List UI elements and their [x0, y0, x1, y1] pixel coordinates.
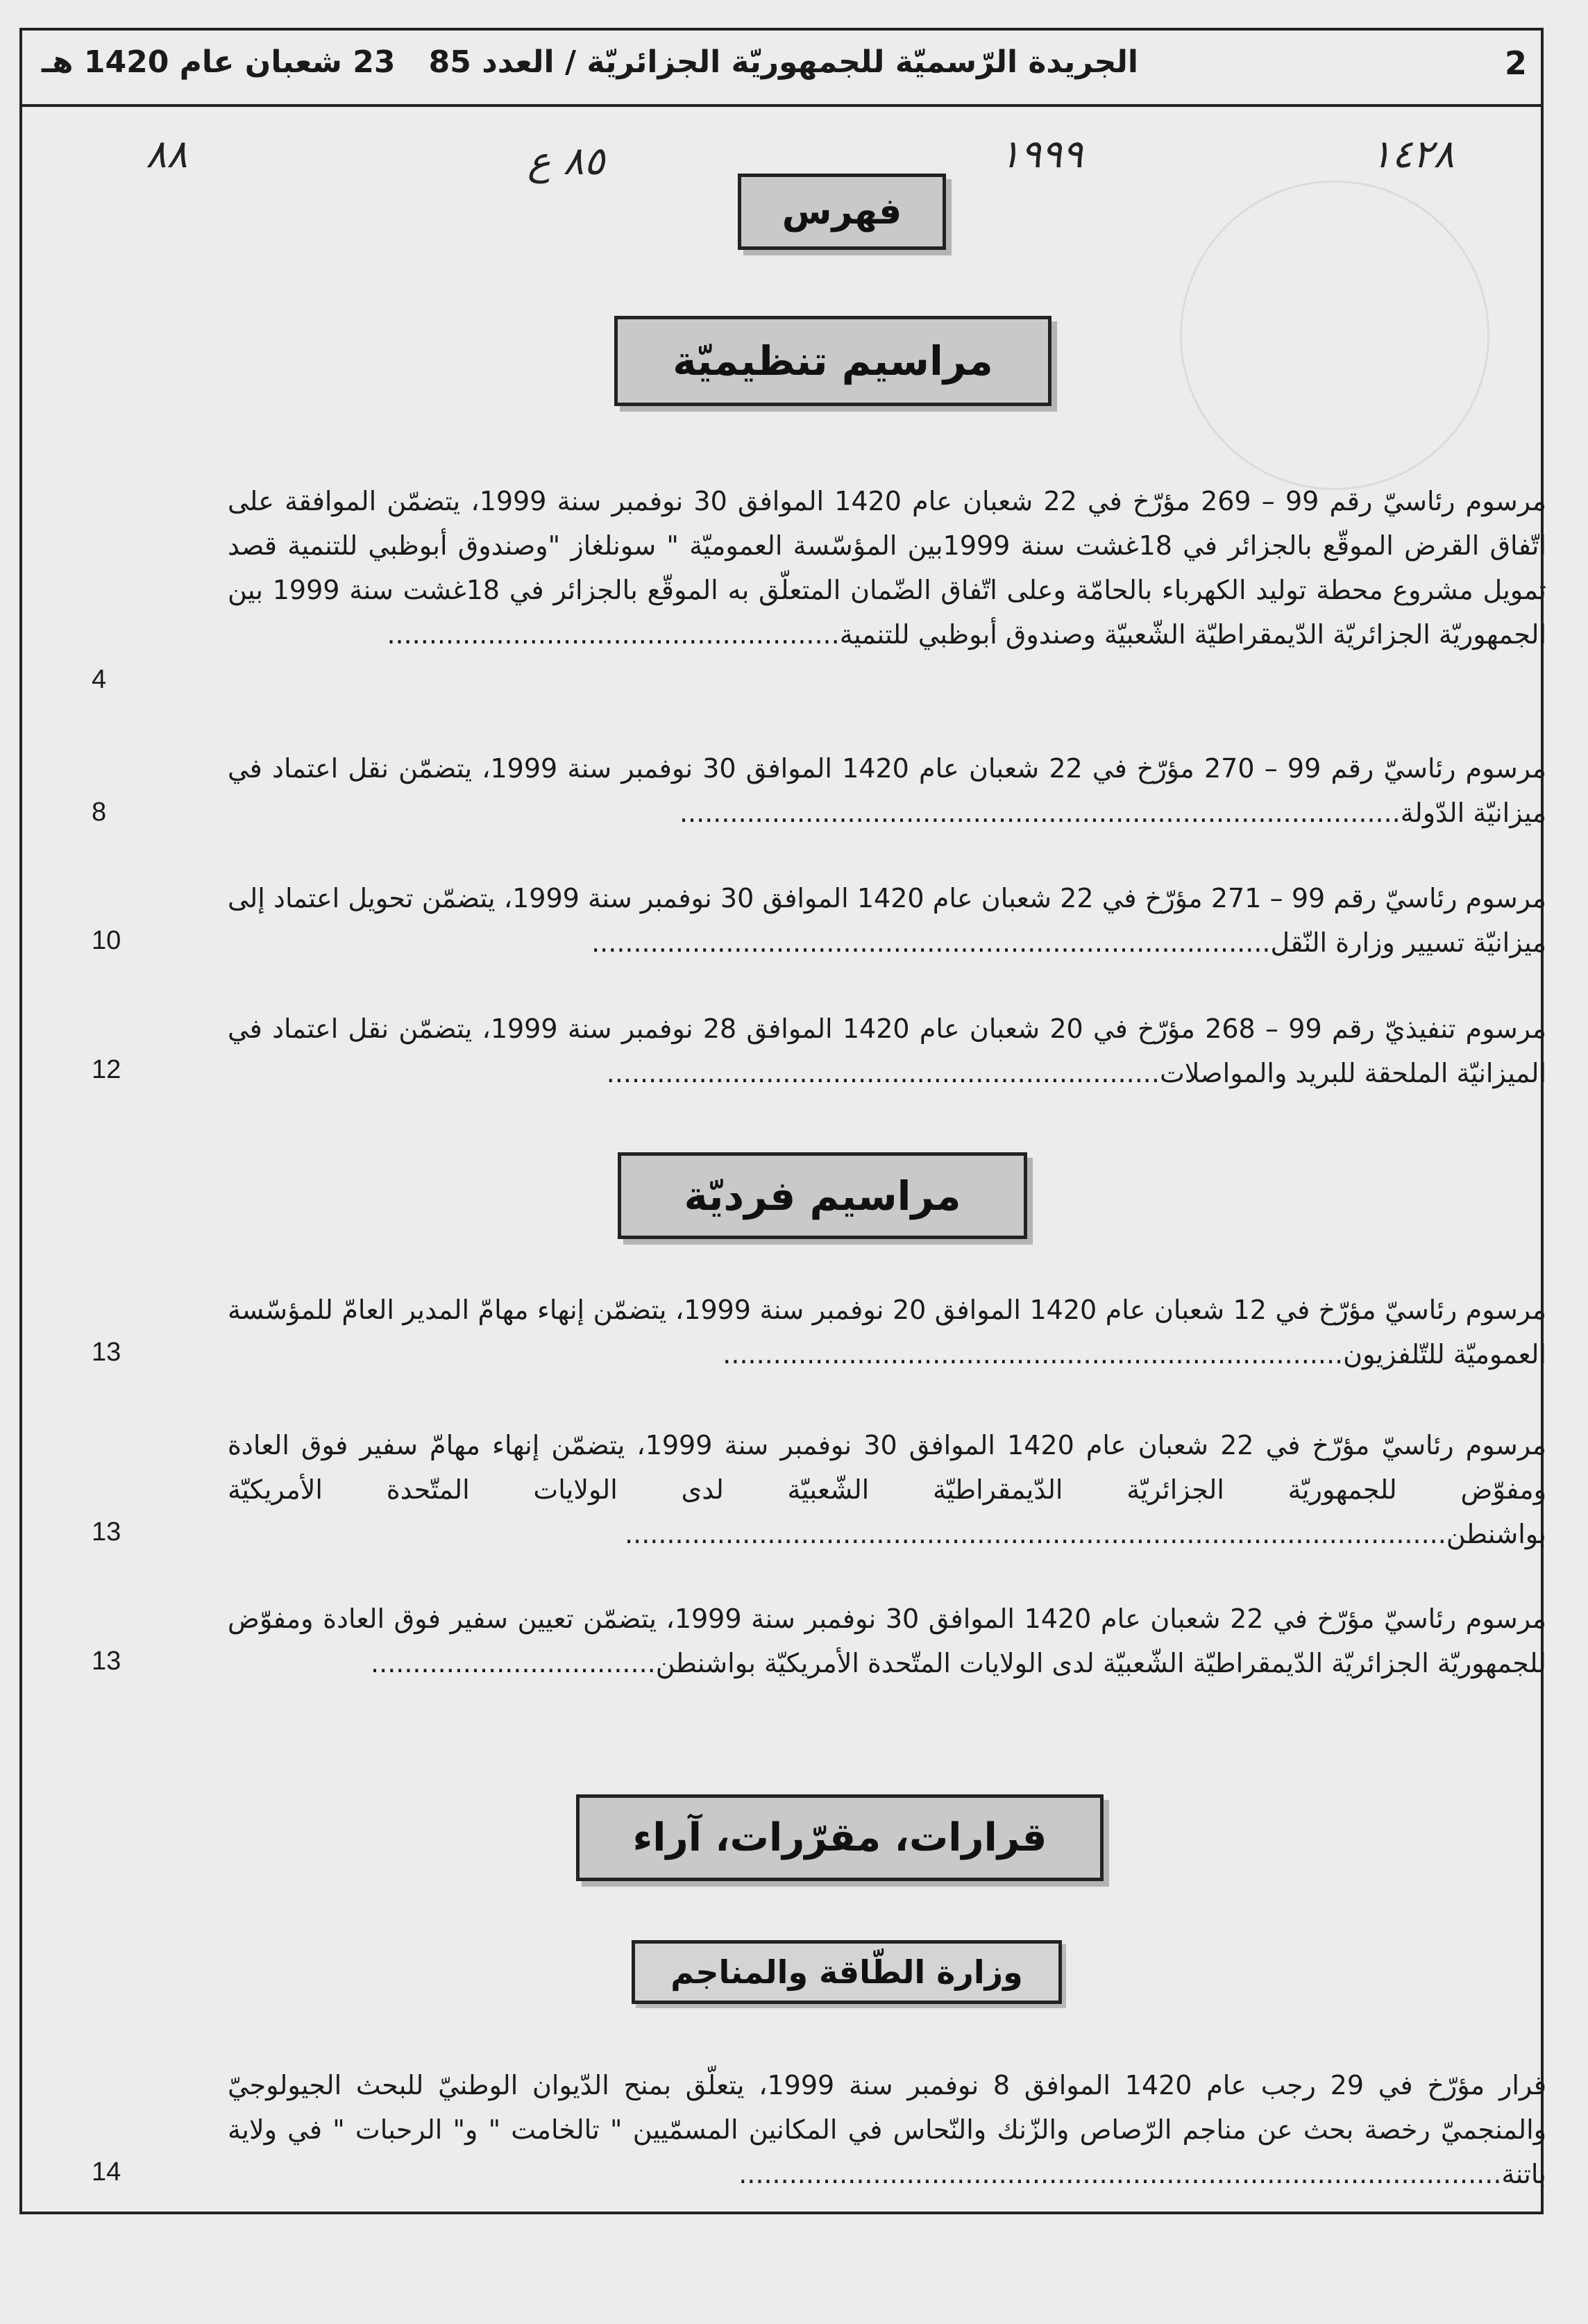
entry-text: مرسوم رئاسيّ رقم 99 – 269 مؤرّخ في 22 شعبان عام 1420 الموافق 30 نوفمبر سنة 1999، يتضمّن الموافقة على اتّفاق القرض الموقّع بالجزائر في 18غشت سنة 1999بين المؤسّسة العموميّة " سونلغاز "وصندوق أبوظبي للتنمية قصد تمويل مشروع محطة توليد الكهرباء بالحامّة وعلى اتّفاق الضّمان المتعلّق به الموقّع بالجزائر في 18غشت سنة 1999 بين الجمهوريّة الجزائريّة الدّيمقراطيّة الشّعبيّة وصندوق أبوظبي للتنمية [228, 486, 1546, 650]
entry-text: مرسوم رئاسيّ مؤرّخ في 22 شعبان عام 1420 الموافق 30 نوفمبر سنة 1999، يتضمّن إنهاء مهامّ سفير فوق العادة ومفوّض للجمهوريّة الجزائريّة الدّيمقراطيّة الشّعبيّة لدى الولايات المتّحدة الأمريكيّة بواشنطن [228, 1430, 1547, 1549]
section-title-box [576, 1794, 1104, 1881]
handwritten-note-issue: ٨٥ ع [527, 139, 605, 184]
section-title: مراسيم فرديّة [684, 1172, 961, 1220]
entry-text: مرسوم رئاسيّ مؤرّخ في 22 شعبان عام 1420 الموافق 30 نوفمبر سنة 1999، يتضمّن تعيين سفير فوق العادة ومفوّض للجمهوريّة الجزائريّة الدّيمقراطيّة الشّعبيّة لدى الولايات المتّحدة الأمريكيّة بواشنطن [228, 1603, 1547, 1678]
leader-dots: .......................................................................... [723, 1339, 1344, 1370]
leader-dots: ...................................................................................... [679, 798, 1401, 828]
handwritten-note-year: ١٩٩٩ [999, 132, 1083, 177]
entry-text: مرسوم رئاسيّ مؤرّخ في 12 شعبان عام 1420 الموافق 20 نوفمبر سنة 1999، يتضمّن إنهاء مهامّ المدير العامّ للمؤسّسة العموميّة للتّلفزيون [228, 1295, 1546, 1370]
leader-dots: .................................................................................................. [625, 1519, 1446, 1549]
entry-page-number: 14 [92, 2157, 121, 2187]
publication-title: الجريدة الرّسميّة للجمهوريّة الجزائريّة / العدد 85 [428, 44, 1138, 80]
index-title-box [738, 174, 946, 250]
section-title-box [618, 1152, 1027, 1239]
entry-page-number: 13 [92, 1517, 121, 1547]
entry-text: قرار مؤرّخ في 29 رجب عام 1420 الموافق 8 نوفمبر سنة 1999، يتعلّق بمنح الدّيوان الوطنيّ للبحث الجيولوجيّ والمنجميّ رخصة بحث عن مناجم الرّصاص والزّنك والنّحاس في المكانين المسمّيين " تالخامت " و" الرحبات " في ولاية باتنة [228, 2070, 1547, 2189]
handwritten-note-left: ٨٨ [146, 132, 188, 177]
entry-page-number: 13 [92, 1647, 121, 1676]
entry-page-number: 12 [92, 1055, 121, 1084]
page-number: 2 [1504, 44, 1527, 82]
entry-text: مرسوم رئاسيّ رقم 99 – 271 مؤرّخ في 22 شعبان عام 1420 الموافق 30 نوفمبر سنة 1999، يتضمّن تحويل اعتماد إلى ميزانيّة تسيير وزارة النّقل [228, 883, 1546, 958]
leader-dots: .................................................................. [606, 1058, 1160, 1088]
leader-dots: ........................................................................................... [738, 2159, 1502, 2189]
entry-page-number: 10 [92, 926, 121, 955]
section-title: قرارات، مقرّرات، آراء [632, 1815, 1047, 1860]
handwritten-note-number: ١٤٢٨ [1371, 132, 1455, 177]
subsection-title: وزارة الطّاقة والمناجم [670, 1953, 1023, 1991]
entry-page-number: 4 [92, 665, 107, 694]
leader-dots: ...................................................... [387, 619, 840, 650]
subsection-title-box [632, 1940, 1062, 2004]
entry-text: مرسوم رئاسيّ رقم 99 – 270 مؤرّخ في 22 شعبان عام 1420 الموافق 30 نوفمبر سنة 1999، يتضمّن نقل اعتماد في ميزانيّة الدّولة [228, 753, 1546, 828]
section-title-box [614, 316, 1051, 406]
leader-dots: ................................................................................. [591, 927, 1271, 958]
issue-date: 23 شعبان عام 1420 هـ [42, 44, 396, 80]
entry-page-number: 8 [92, 798, 107, 827]
header-divider [19, 104, 1544, 107]
entry-page-number: 13 [92, 1338, 121, 1367]
entry-text: مرسوم تنفيذيّ رقم 99 – 268 مؤرّخ في 20 شعبان عام 1420 الموافق 28 نوفمبر سنة 1999، يتضمّن نقل اعتماد في الميزانيّة الملحقة للبريد والمواصلات [228, 1013, 1546, 1088]
section-title: مراسيم تنظيميّة [673, 337, 993, 385]
index-title: فهرس [782, 191, 902, 233]
page-header [42, 40, 1527, 96]
leader-dots: .................................. [371, 1648, 656, 1678]
